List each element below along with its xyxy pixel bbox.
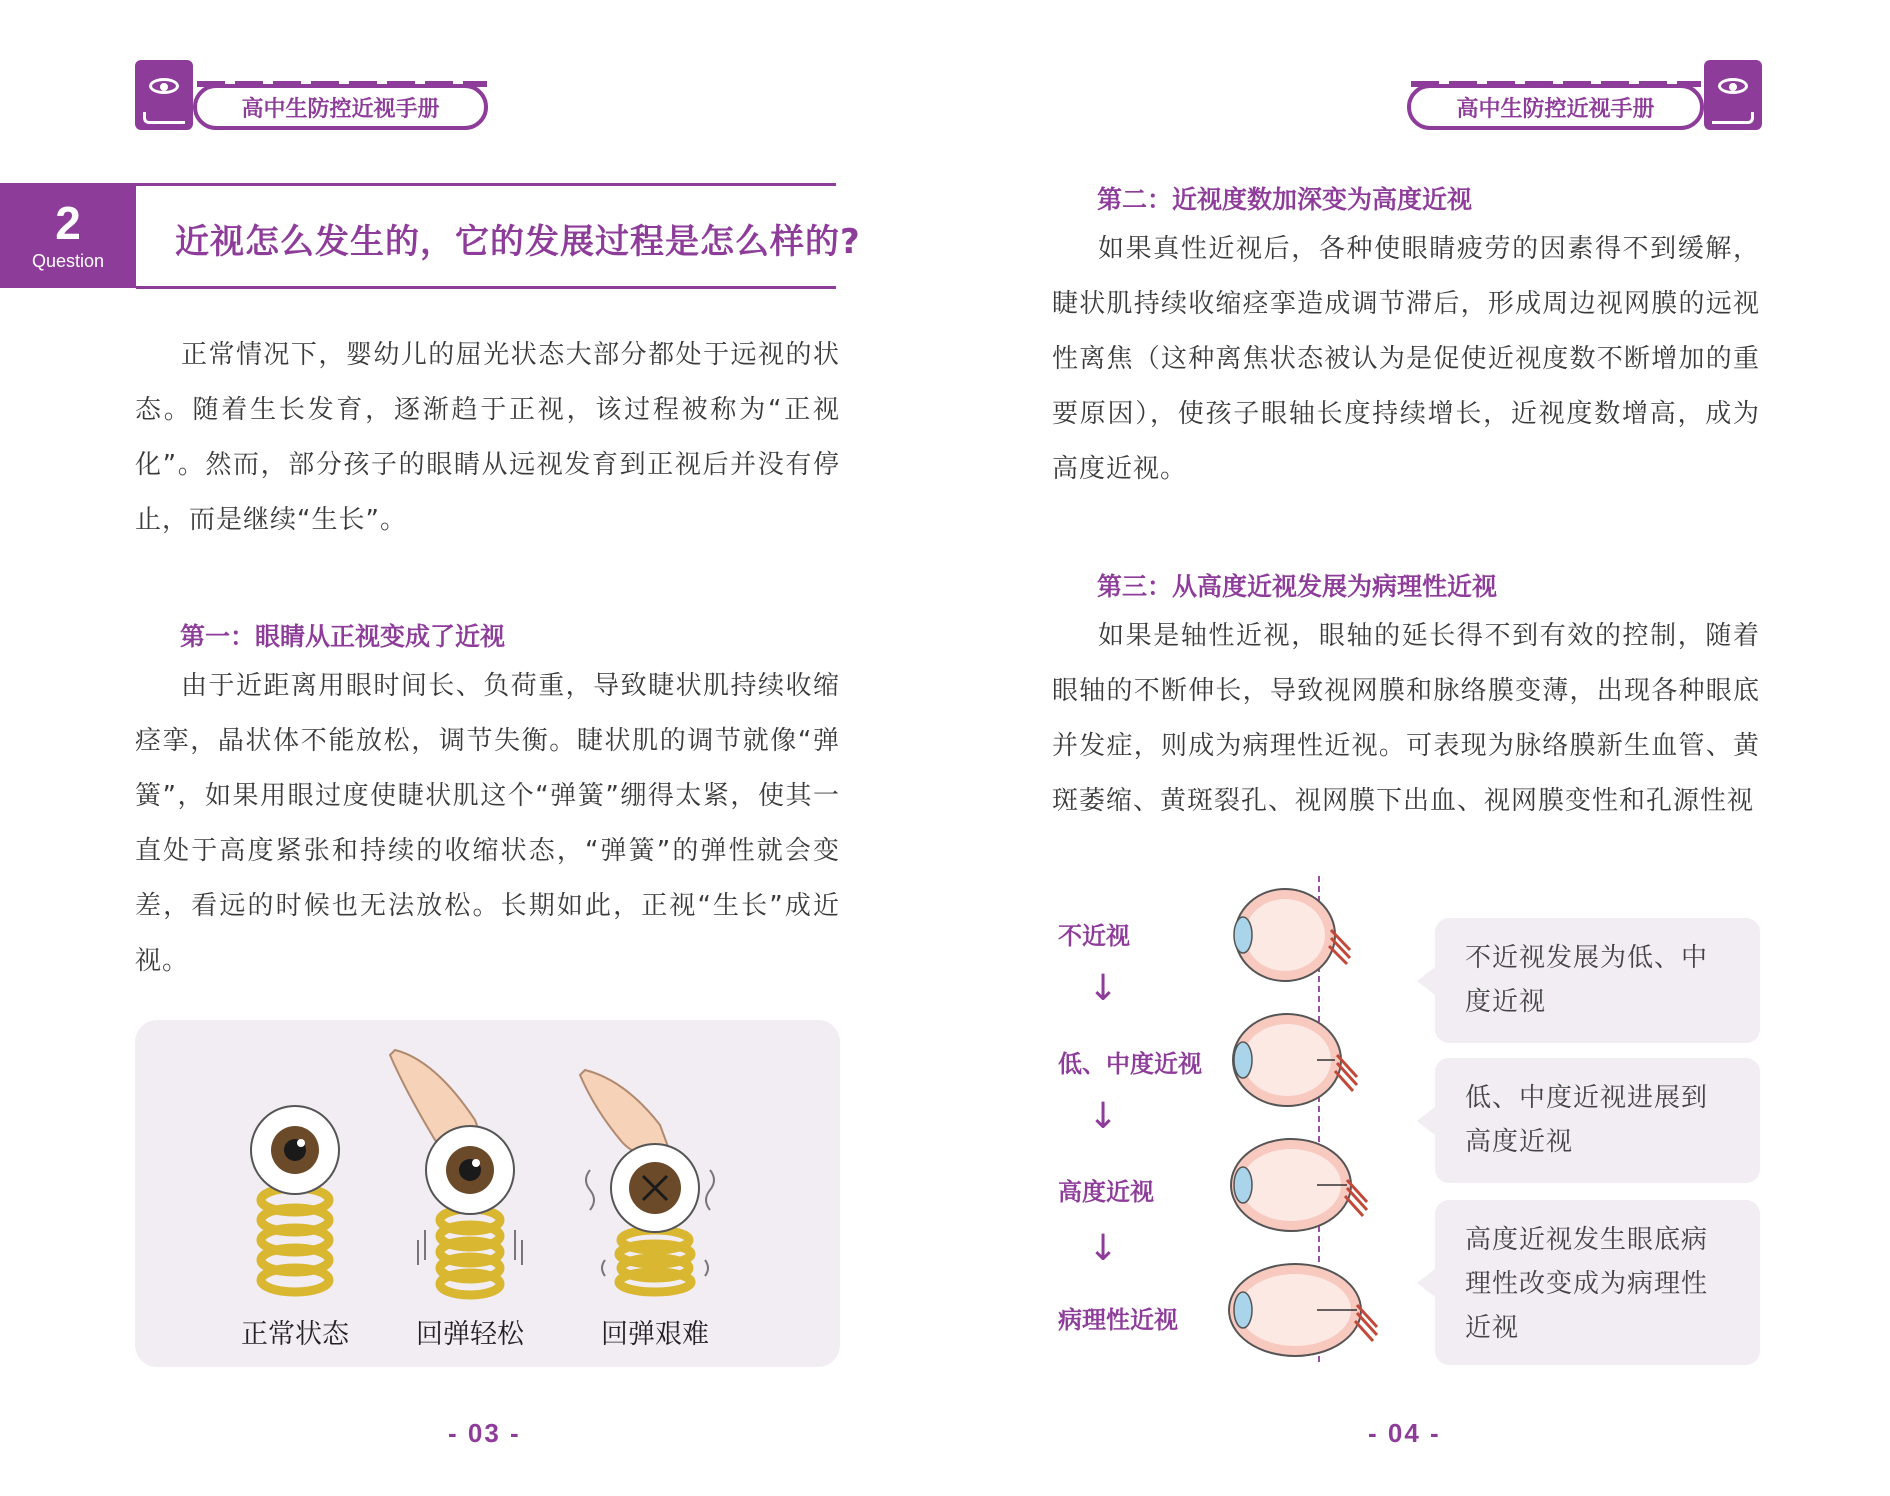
eye-icon-right	[1718, 78, 1748, 94]
stage-no-myopia: 不近视	[1058, 922, 1130, 950]
spring-normal	[251, 1106, 339, 1292]
intro-paragraph	[135, 328, 840, 548]
eyeball-normal-icon	[1234, 889, 1350, 981]
title-rule-top	[136, 183, 836, 186]
spring-easy	[390, 1050, 522, 1295]
callout-3: 高度近视发生眼底病理性改变成为病理性近视	[1435, 1200, 1760, 1365]
book-icon-right	[1704, 60, 1762, 130]
left-header	[135, 60, 490, 130]
section3-title: 第三：从高度近视发展为病理性近视	[1097, 572, 1498, 601]
section1-text: 由于近距离用眼时间长、负荷重，导致睫状肌持续收缩痉挛，晶状体不能放松，调节失衡。睫状肌的调节就像“弹簧”，如果用眼过度使睫状肌这个“弹簧”绷得太紧，使其一直处于高度紧张和持续的收缩状态，“弹簧”的弹性就会变差，看远的时候也无法放松。长期如此，正视“生长”成近视。	[135, 671, 840, 976]
title-rule-bottom	[136, 286, 836, 289]
label-easy: 回弹轻松	[416, 1319, 524, 1350]
eyeball-low-moderate-icon	[1233, 1014, 1357, 1106]
page-number-right: - 04 -	[1368, 1418, 1441, 1448]
eyeball-cross-sections	[1225, 880, 1385, 1370]
page-number-left: - 03 -	[448, 1418, 521, 1448]
arrow-down-icon: ↓	[1088, 1228, 1119, 1269]
book-icon	[135, 60, 193, 130]
question-label: Question	[31, 251, 105, 271]
arrow-down-icon: ↓	[1088, 968, 1119, 1009]
stage-low-moderate: 低、中度近视	[1058, 1050, 1202, 1078]
right-header	[1407, 60, 1762, 130]
spring-illustration	[135, 1020, 840, 1367]
section2-paragraph	[1052, 222, 1760, 497]
question-title: 近视怎么发生的，它的发展过程是怎么样的?	[175, 222, 861, 262]
callout-2: 低、中度近视进展到高度近视	[1435, 1058, 1760, 1183]
question-number: 2	[55, 197, 81, 249]
eyeball-high-icon	[1231, 1139, 1367, 1231]
eye-icon	[149, 78, 179, 94]
label-normal: 正常状态	[241, 1319, 349, 1350]
section1-title: 第一：眼睛从正视变成了近视	[180, 622, 506, 651]
header-title: 高中生防控近视手册	[193, 84, 488, 130]
spring-hard	[580, 1070, 714, 1292]
label-hard: 回弹艰难	[601, 1319, 709, 1350]
question-badge	[0, 183, 136, 288]
eyeball-pathological-icon	[1229, 1264, 1377, 1356]
section1-paragraph	[135, 659, 840, 989]
section3-paragraph	[1052, 609, 1760, 829]
stage-pathological: 病理性近视	[1058, 1306, 1178, 1334]
section2-title: 第二：近视度数加深变为高度近视	[1097, 185, 1473, 214]
intro-text: 正常情况下，婴幼儿的屈光状态大部分都处于远视的状态。随着生长发育，逐渐趋于正视，该过程被称为“正视化”。然而，部分孩子的眼睛从远视发育到正视后并没有停止，而是继续“生长”。	[135, 340, 840, 535]
arrow-down-icon: ↓	[1088, 1096, 1119, 1137]
section2-text: 如果真性近视后，各种使眼睛疲劳的因素得不到缓解，睫状肌持续收缩痉挛造成调节滞后，形成周边视网膜的远视性离焦（这种离焦状态被认为是促使近视度数不断增加的重要原因），使孩子眼轴长度持续增长，近视度数增高，成为高度近视。	[1052, 234, 1760, 484]
section3-text: 如果是轴性近视，眼轴的延长得不到有效的控制，随着眼轴的不断伸长，导致视网膜和脉络膜变薄，出现各种眼底并发症，则成为病理性近视。可表现为脉络膜新生血管、黄斑萎缩、黄斑裂孔、视网膜下出血、视网膜变性和孔源性视	[1052, 621, 1760, 816]
stage-high: 高度近视	[1058, 1178, 1154, 1206]
callout-1: 不近视发展为低、中度近视	[1435, 918, 1760, 1043]
header-title-right: 高中生防控近视手册	[1407, 84, 1704, 130]
